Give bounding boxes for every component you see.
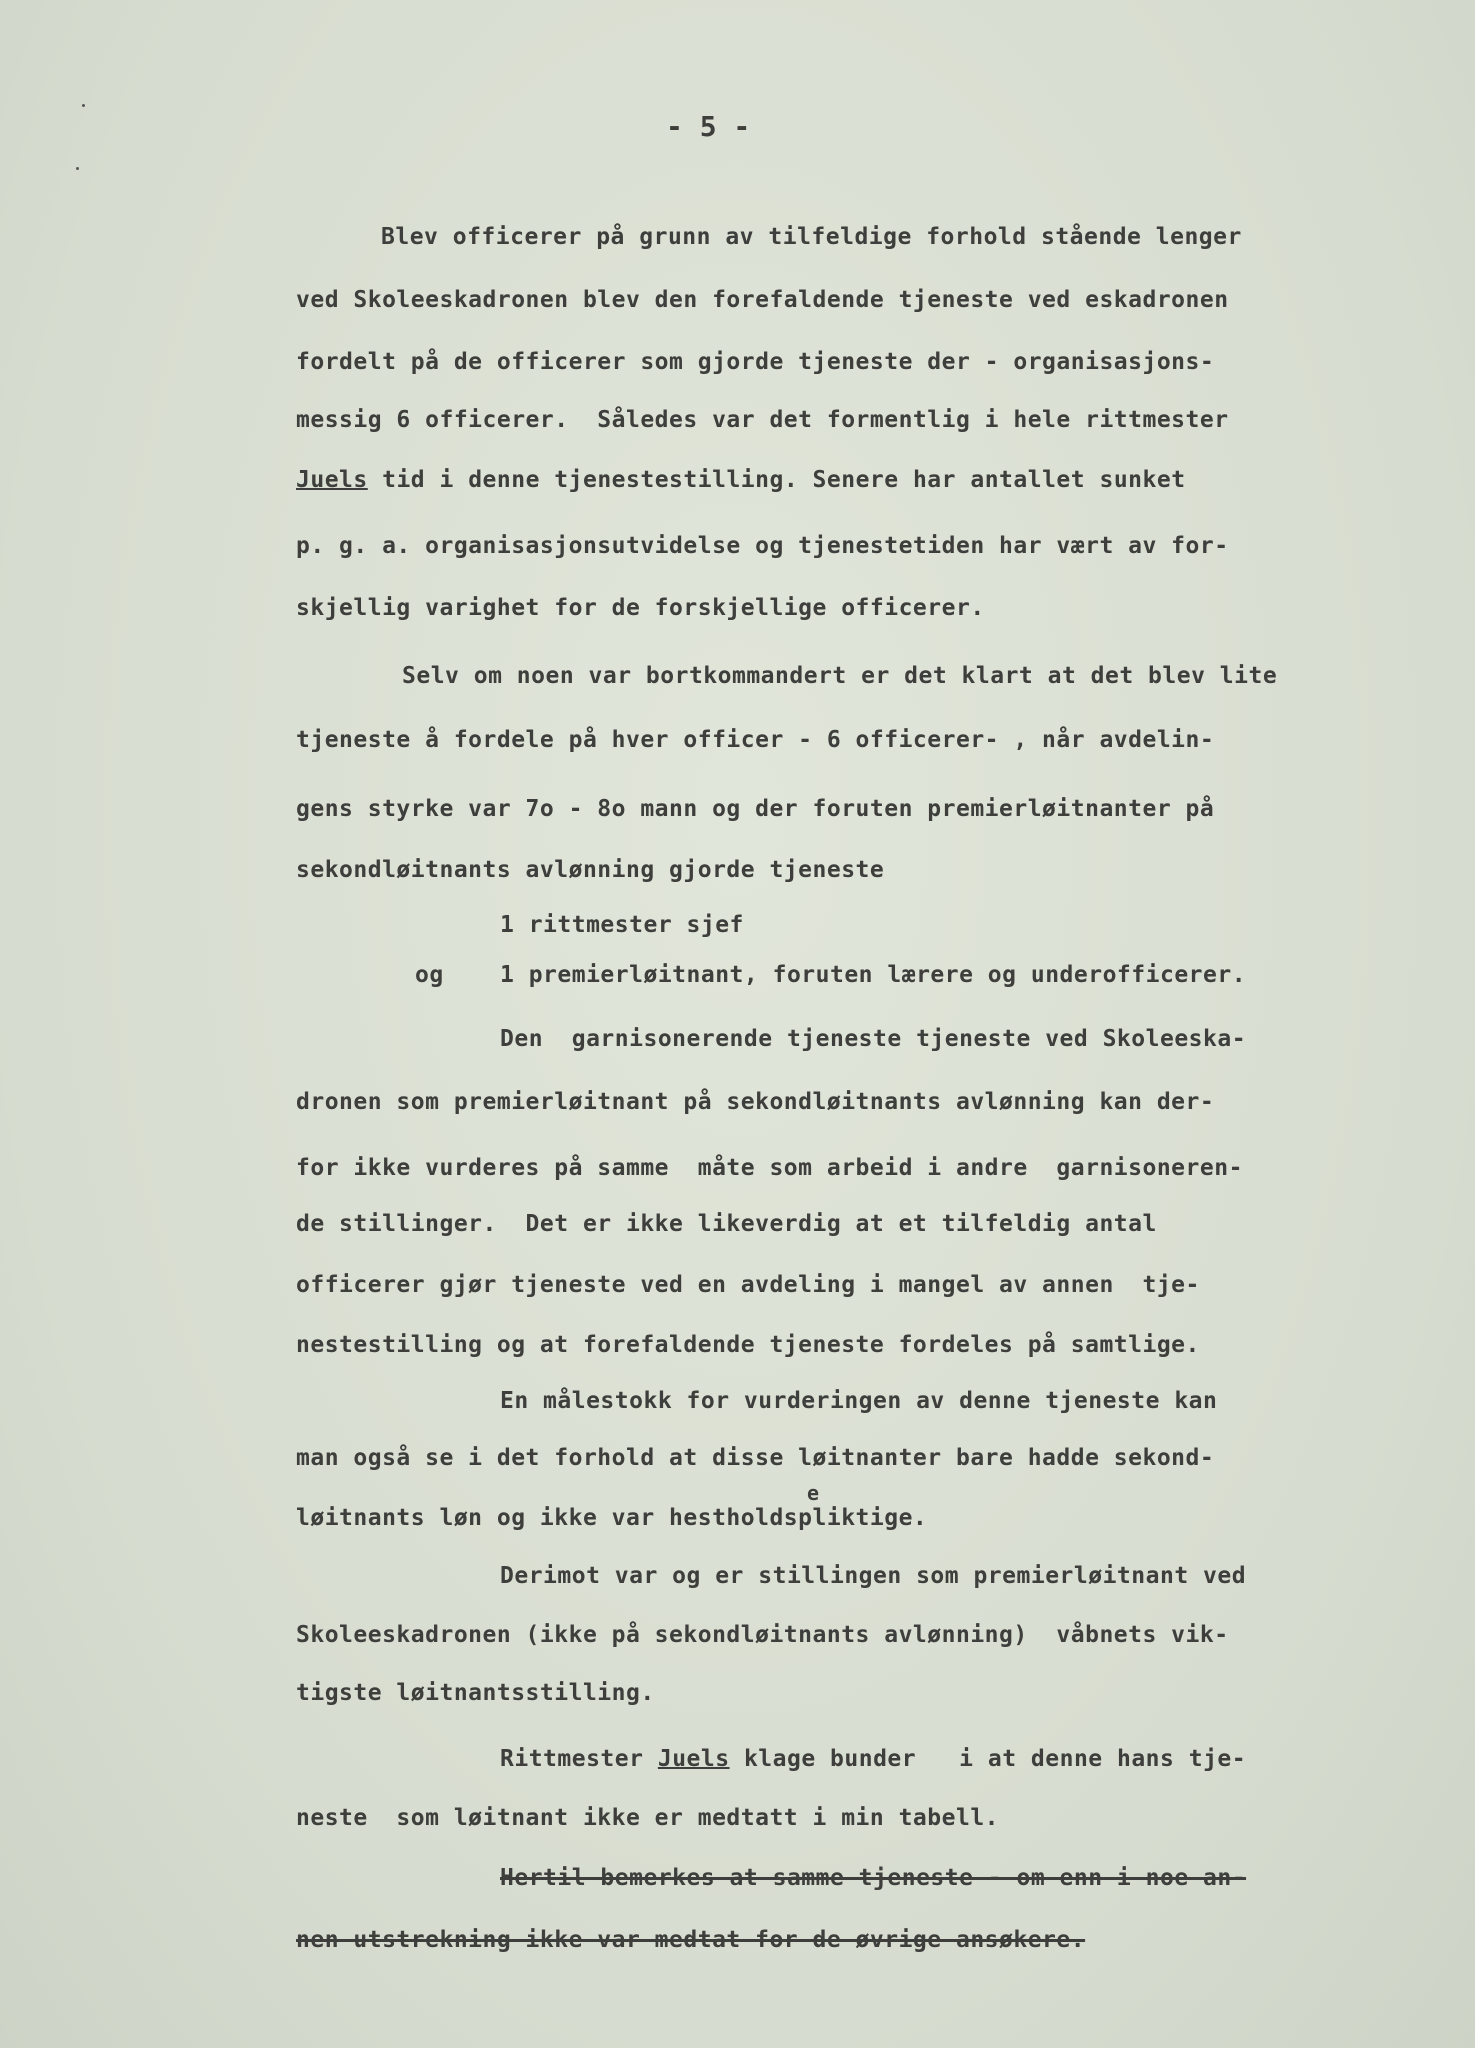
struck-line-1: Hertil bemerkes at samme tjeneste - om enn i noe an-: [500, 1865, 1247, 1891]
text-line-12: 1 rittmester sjef: [500, 912, 744, 938]
text-line-18: officerer gjør tjeneste ved en avdeling i mangel av annen tje-: [296, 1272, 1200, 1298]
text-line-9: tjeneste å fordele på hver officer - 6 officerer- , når avdelin-: [296, 727, 1215, 753]
text-line-15: dronen som premierløitnant på sekondløitnants avlønning kan der-: [296, 1089, 1215, 1115]
text-line-1: Blev officerer på grunn av tilfeldige forhold stående lenger: [381, 224, 1242, 250]
text-line-23: Derimot var og er stillingen som premierløitnant ved: [500, 1563, 1247, 1589]
page-number: - 5 -: [666, 110, 751, 143]
text-line-26: Rittmester Juels klage bunder i at denne hans tje-: [500, 1746, 1247, 1772]
text-line-24: Skoleeskadronen (ikke på sekondløitnants avlønning) våbnets vik-: [296, 1622, 1229, 1648]
text-line-21: man også se i det forhold at disse løitnanter bare hadde sekond-: [296, 1445, 1215, 1471]
text-line-11: sekondløitnants avlønning gjorde tjeneste: [296, 857, 885, 883]
text-line-14: Den garnisonerende tjeneste tjeneste ved Skoleeska-: [500, 1026, 1247, 1052]
text-line-5: Juels tid i denne tjenestestilling. Senere har antallet sunket: [296, 467, 1186, 493]
text-line-20: En målestokk for vurderingen av denne tjeneste kan: [500, 1388, 1218, 1414]
text-line-6: p. g. a. organisasjonsutvidelse og tjenestetiden har vært av for-: [296, 533, 1229, 559]
text-line-13b: 1 premierløitnant, foruten lærere og underofficerer.: [500, 962, 1247, 988]
text-line-22: løitnants løn og ikke var hestholdspliktige.: [296, 1505, 928, 1531]
name-juels: Juels: [296, 467, 368, 493]
text-line-13a: og: [415, 962, 444, 988]
text-line-3: fordelt på de officerer som gjorde tjeneste der - organisasjons-: [296, 349, 1215, 375]
text-line-10: gens styrke var 7o - 8o mann og der foruten premierløitnanter på: [296, 796, 1215, 822]
text-line-4: messig 6 officerer. Således var det formentlig i hele rittmester: [296, 407, 1229, 433]
text-line-17: de stillinger. Det er ikke likeverdig at et tilfeldig antal: [296, 1211, 1157, 1237]
text-line-8: Selv om noen var bortkommandert er det klart at det blev lite: [402, 663, 1278, 689]
text-line-16: for ikke vurderes på samme måte som arbeid i andre garnisoneren-: [296, 1155, 1243, 1181]
text-line-19: nestestilling og at forefaldende tjeneste fordeles på samtlige.: [296, 1332, 1200, 1358]
name-juels-2: Juels: [657, 1746, 730, 1772]
speck: [82, 104, 85, 107]
text-line-2: ved Skoleeskadronen blev den forefaldende tjeneste ved eskadronen: [296, 287, 1229, 313]
struck-line-2: nen utstrekning ikke var medtat for de øvrige ansøkere.: [296, 1927, 1086, 1953]
text-line-25: tigste løitnantsstilling.: [296, 1680, 655, 1706]
text-line-7: skjellig varighet for de forskjellige officerer.: [296, 595, 985, 621]
handwritten-insert-e: e: [807, 1481, 820, 1505]
text-line-27: neste som løitnant ikke er medtatt i min tabell.: [296, 1805, 1000, 1831]
speck: [76, 167, 79, 170]
